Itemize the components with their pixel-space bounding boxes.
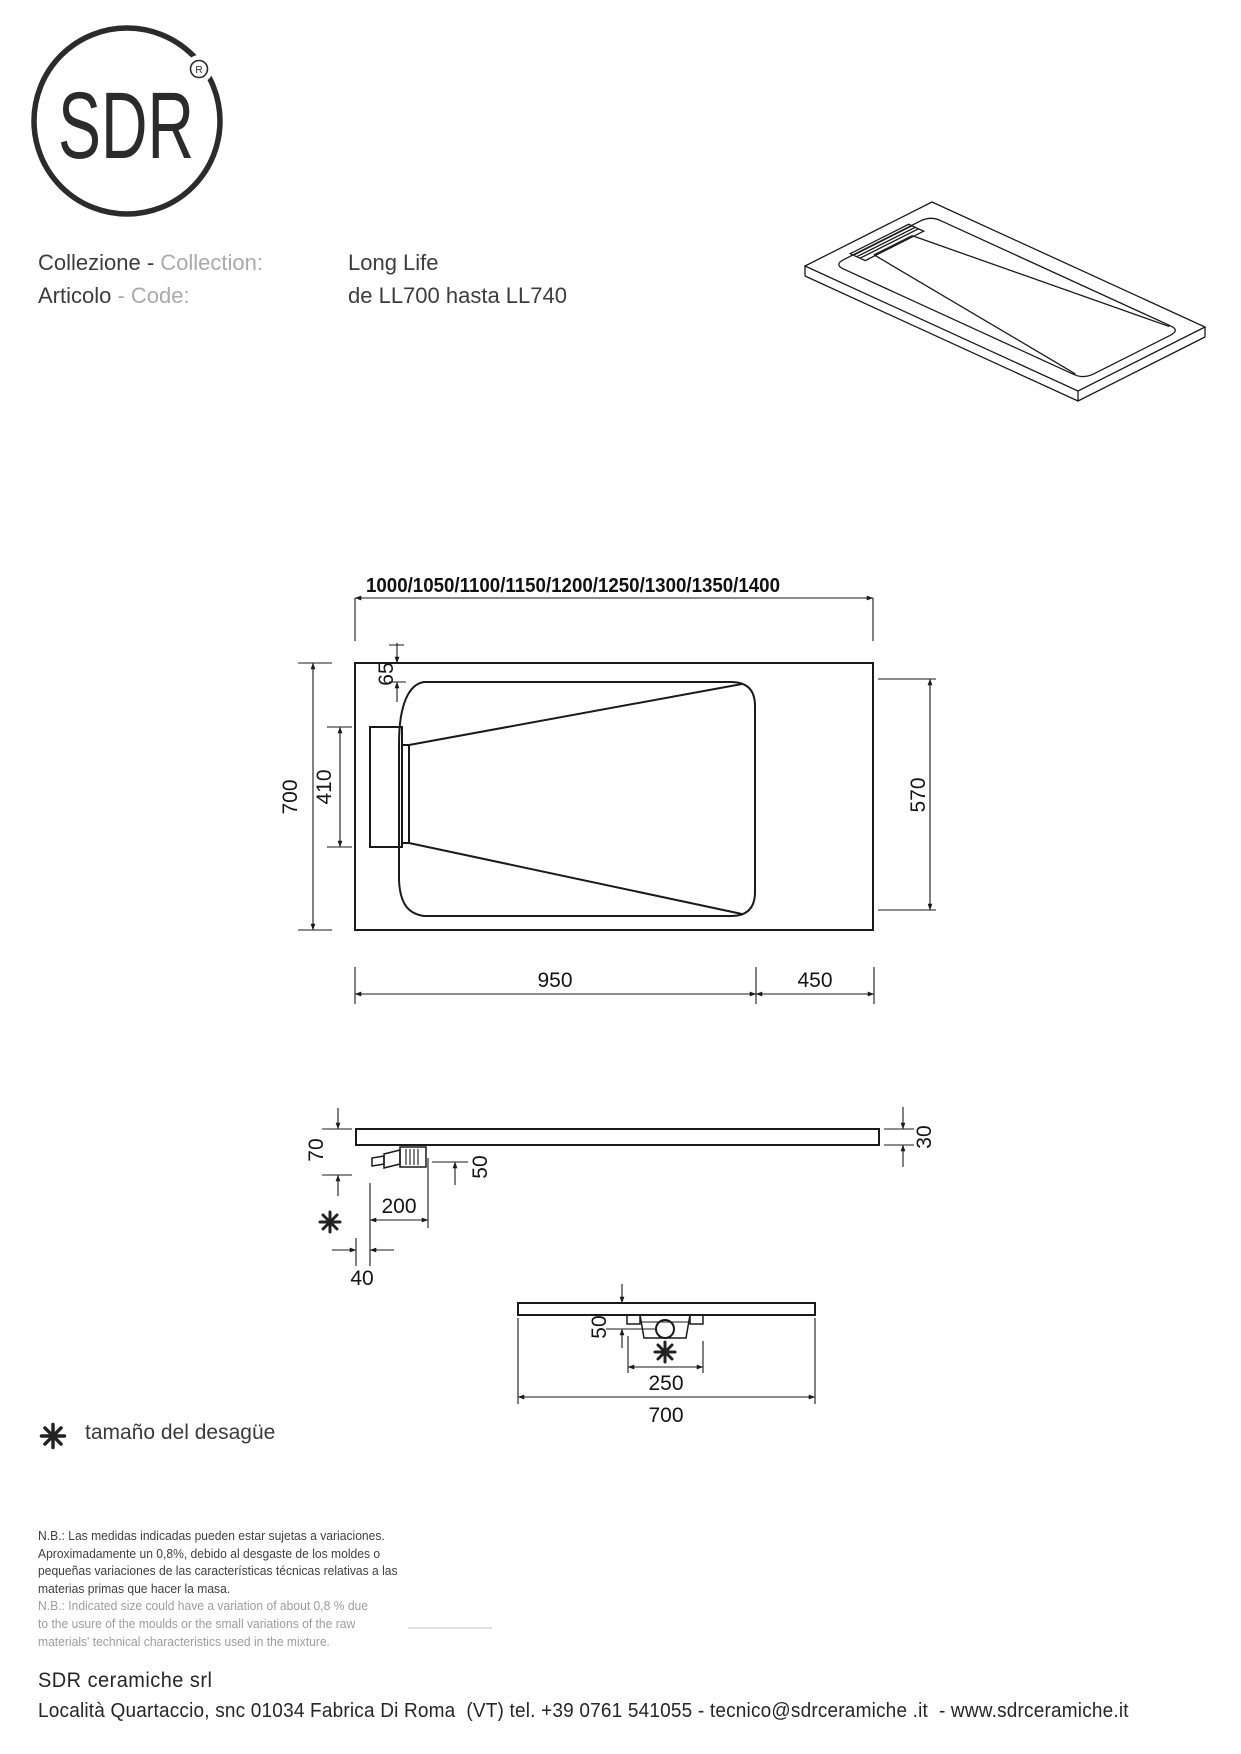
side-40-ext-lines bbox=[356, 1228, 370, 1266]
side-30-label: 30 bbox=[913, 1125, 936, 1149]
collection-row bbox=[38, 246, 567, 279]
note-line-es: materias primas que hacer la masa. bbox=[38, 1580, 231, 1596]
trap-outlet bbox=[372, 1156, 384, 1166]
divider-line bbox=[408, 1627, 492, 1629]
cross-drain-size-asterisk bbox=[655, 1342, 675, 1362]
iso-slope-lines bbox=[846, 222, 1169, 374]
code-label-it: Articolo bbox=[38, 283, 118, 308]
side-drain-size-asterisk bbox=[320, 1212, 340, 1232]
drain-outlet-circle bbox=[656, 1320, 674, 1338]
registered-mark: R bbox=[195, 65, 203, 76]
note-line-es: pequeñas variaciones de las características técnicas relativas a las bbox=[38, 1563, 398, 1579]
iso-inner-floor bbox=[834, 216, 1180, 379]
cross-drain-assembly bbox=[627, 1315, 703, 1338]
sdr-logo bbox=[34, 28, 220, 214]
plan-length-options-label: 1000/1050/1100/1150/1200/1250/1300/1350/1400 bbox=[366, 575, 780, 597]
logo-text: SDR bbox=[58, 73, 194, 179]
trap-nut bbox=[400, 1147, 426, 1167]
side-50-label: 50 bbox=[469, 1155, 492, 1179]
plan-slope-lines bbox=[409, 684, 742, 914]
note-line-en: N.B.: Indicated size could have a variation of about 0,8 % due bbox=[38, 1598, 369, 1614]
collection-value: Long Life bbox=[348, 250, 439, 275]
note-line-en: to the usure of the moulds or the small variations of the raw bbox=[38, 1615, 356, 1631]
plan-bottom-ext-lines bbox=[355, 967, 874, 1004]
code-label bbox=[38, 279, 348, 312]
company-name: SDR ceramiche srl bbox=[38, 1669, 213, 1692]
note-line-es: N.B.: Las medidas indicadas pueden estar sujetas a variaciones. bbox=[38, 1528, 385, 1543]
drain-flange-right bbox=[690, 1315, 703, 1324]
collection-label-it: Collezione - bbox=[38, 250, 161, 275]
code-label-en: - Code: bbox=[117, 283, 190, 308]
notes-block bbox=[38, 1527, 398, 1650]
note-line-es: Aproximadamente un 0,8%, debido al desgaste de los moldes o bbox=[38, 1545, 381, 1561]
drain-body bbox=[640, 1315, 690, 1338]
plan-length-ext-lines bbox=[355, 598, 873, 641]
plan-view bbox=[279, 575, 936, 1004]
iso-outer-rim bbox=[805, 202, 1205, 391]
plan-drain-edge bbox=[402, 745, 409, 843]
code-value: de LL700 hasta LL740 bbox=[348, 283, 567, 308]
collection-label-en: Collection: bbox=[160, 250, 263, 275]
legend-note: tamaño del desagüe bbox=[85, 1421, 276, 1444]
plan-inner-floor bbox=[399, 682, 755, 916]
cross-700-label: 700 bbox=[648, 1404, 684, 1427]
iso-bottom-edges bbox=[805, 276, 1205, 401]
note-line-en: materials' technical characteristics used in the mixture. bbox=[38, 1633, 330, 1649]
collection-label bbox=[38, 246, 348, 279]
code-row bbox=[38, 279, 567, 312]
side-40-label: 40 bbox=[350, 1267, 374, 1290]
company-address: Località Quartaccio, snc 01034 Fabrica Di Roma (VT) tel. +39 0761 541055 - tecnico@sdrceramiche .it - www.sdrceramiche.it bbox=[38, 1700, 1129, 1722]
header-fields bbox=[38, 246, 567, 312]
iso-drain-grate bbox=[850, 224, 923, 260]
trap-nut-ridges bbox=[406, 1149, 418, 1165]
iso-thickness-edges bbox=[805, 266, 1205, 401]
side-section-view bbox=[305, 1107, 936, 1290]
side-30-ticks bbox=[884, 1129, 914, 1145]
side-70-label: 70 bbox=[305, 1138, 328, 1162]
cross-50-label: 50 bbox=[588, 1315, 611, 1339]
plan-outer-rect bbox=[355, 663, 873, 930]
plan-410-label: 410 bbox=[313, 769, 336, 805]
plan-450-label: 450 bbox=[797, 969, 833, 992]
isometric-view bbox=[805, 202, 1205, 401]
plan-570-label: 570 bbox=[907, 777, 930, 813]
side-200-label: 200 bbox=[381, 1195, 417, 1218]
side-slab bbox=[356, 1129, 879, 1145]
cross-slab bbox=[518, 1303, 815, 1315]
trap-body bbox=[384, 1150, 400, 1168]
cross-250-label: 250 bbox=[648, 1372, 684, 1395]
cross-section-view bbox=[518, 1284, 815, 1427]
legend-asterisk bbox=[42, 1425, 65, 1448]
plan-drain-cover bbox=[370, 727, 402, 847]
plan-950-label: 950 bbox=[537, 969, 573, 992]
drain-flange-left bbox=[627, 1315, 640, 1324]
plan-700-label: 700 bbox=[279, 779, 302, 815]
side-drain-trap bbox=[372, 1147, 426, 1168]
plan-65-label: 65 bbox=[375, 662, 398, 686]
footer bbox=[38, 1669, 1186, 1723]
